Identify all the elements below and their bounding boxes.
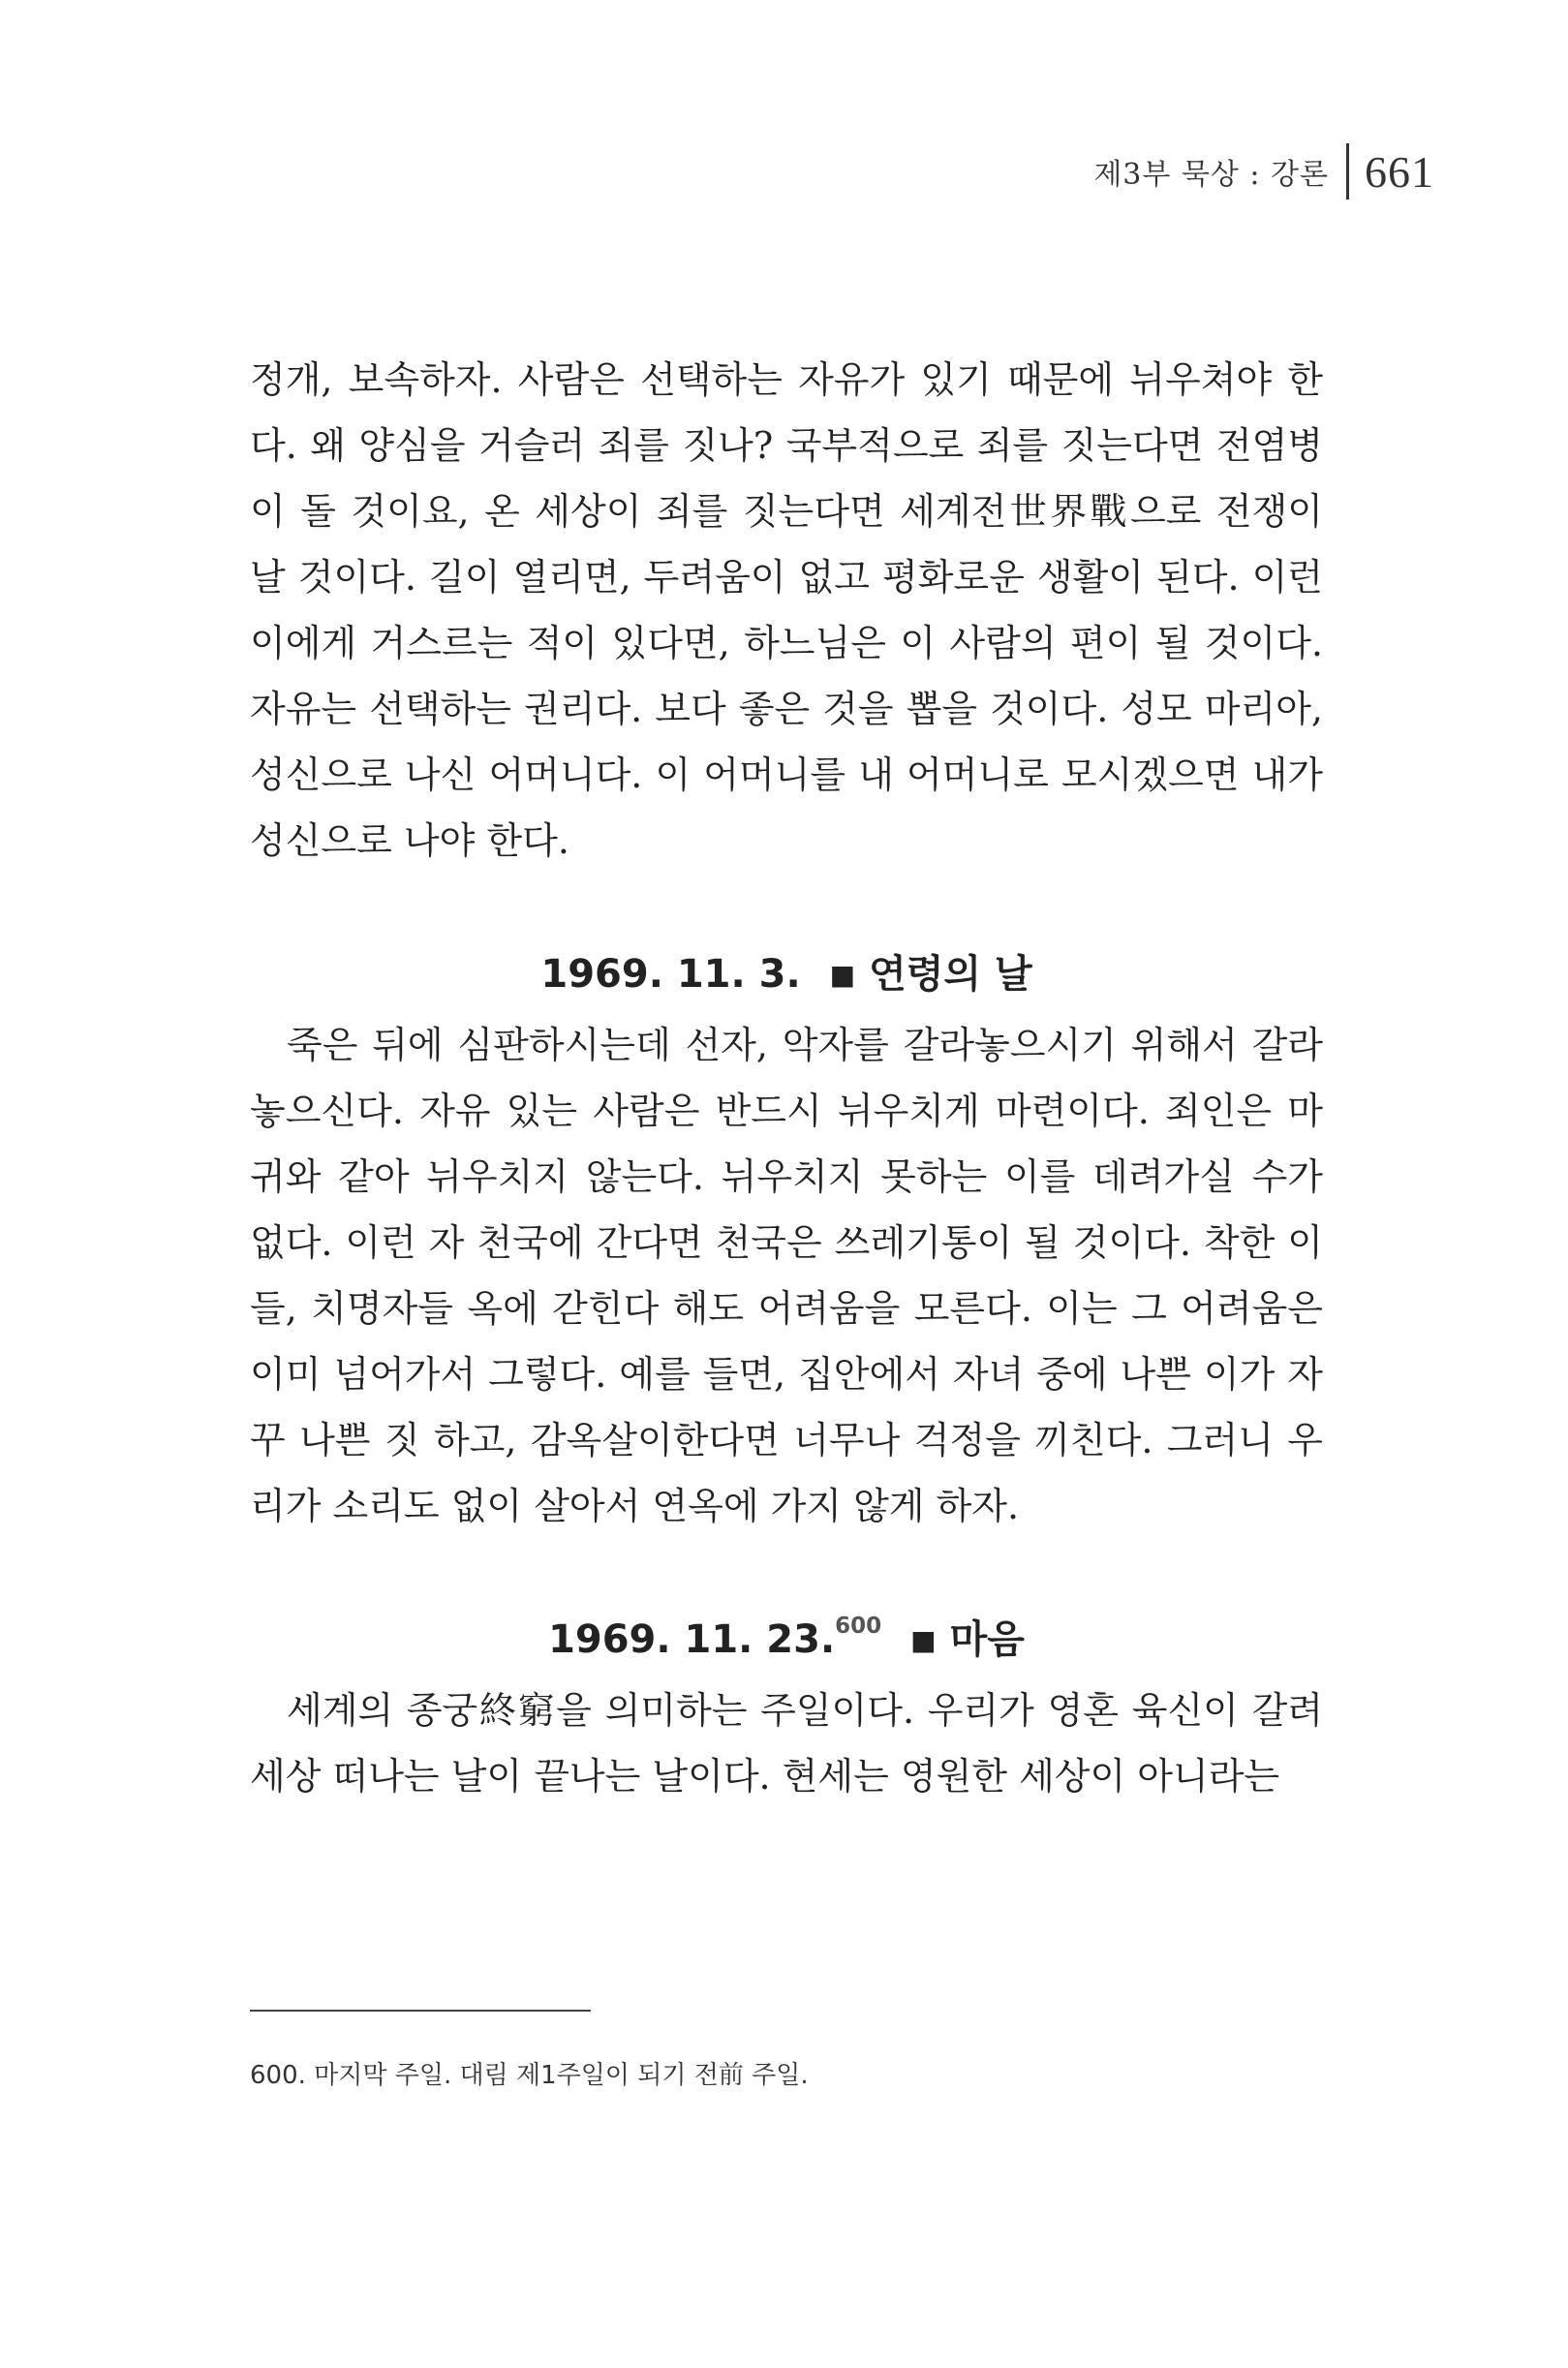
- square-bullet-icon: ■: [910, 1624, 937, 1656]
- page-body: [250, 347, 1323, 1809]
- paragraph-continued: 정개, 보속하자. 사람은 선택하는 자유가 있기 때문에 뉘우쳐야 한다. 왜 양심을 거슬러 죄를 짓나? 국부적으로 죄를 짓는다면 전염병이 돌 것이요, 온 세상이 죄를 짓는다면 세계전世界戰으로 전쟁이 날 것이다. 길이 열리면, 두려움이 없고 평화로운 생활이 된다. 이런 이에게 거스르는 적이 있다면, 하느님은 이 사람의 편이 될 것이다. 자유는 선택하는 권리다. 보다 좋은 것을 뽑을 것이다. 성모 마리아, 성신으로 나신 어머니다. 이 어머니를 내 어머니로 모시겠으면 내가 성신으로 나야 한다.: [250, 358, 1323, 862]
- footnote: 600. 마지막 주일. 대림 제1주일이 되기 전前 주일.: [250, 2061, 809, 2090]
- entry-title: 연령의 날: [869, 952, 1032, 997]
- entry-date: 1969. 11. 23.: [548, 1617, 836, 1662]
- footnote-divider: [250, 2010, 591, 2012]
- page-number: 661: [1365, 146, 1434, 197]
- running-header: [1093, 143, 1434, 200]
- paragraph-entry-2: 세계의 종궁終窮을 의미하는 주일이다. 우리가 영혼 육신이 갈려 세상 떠나는 날이 끝나는 날이다. 현세는 영원한 세상이 아니라는: [250, 1689, 1323, 1798]
- entry-heading-1969-11-23: [250, 1609, 1323, 1664]
- entry-title: 마음: [949, 1617, 1025, 1662]
- running-title: 제3부 묵상 : 강론: [1093, 158, 1329, 192]
- header-divider: [1346, 143, 1349, 200]
- paragraph-entry-1: 죽은 뒤에 심판하시는데 선자, 악자를 갈라놓으시기 위해서 갈라놓으신다. 자유 있는 사람은 반드시 뉘우치게 마련이다. 죄인은 마귀와 같아 뉘우치지 않는다. 뉘우치지 못하는 이를 데려가실 수가 없다. 이런 자 천국에 간다면 천국은 쓰레기통이 될 것이다. 착한 이들, 치명자들 옥에 갇힌다 해도 어려움을 모른다. 이는 그 어려움은 이미 넘어가서 그렇다. 예를 들면, 집안에서 자녀 중에 나쁜 이가 자꾸 나쁜 짓 하고, 감옥살이한다면 너무나 걱정을 끼친다. 그러니 우리가 소리도 없이 살아서 연옥에 가지 않게 하자.: [250, 1024, 1323, 1527]
- entry-heading-1969-11-03: [250, 943, 1323, 999]
- entry-date: 1969. 11. 3.: [540, 952, 801, 997]
- square-bullet-icon: ■: [829, 959, 856, 991]
- footnote-reference: 600: [835, 1614, 882, 1639]
